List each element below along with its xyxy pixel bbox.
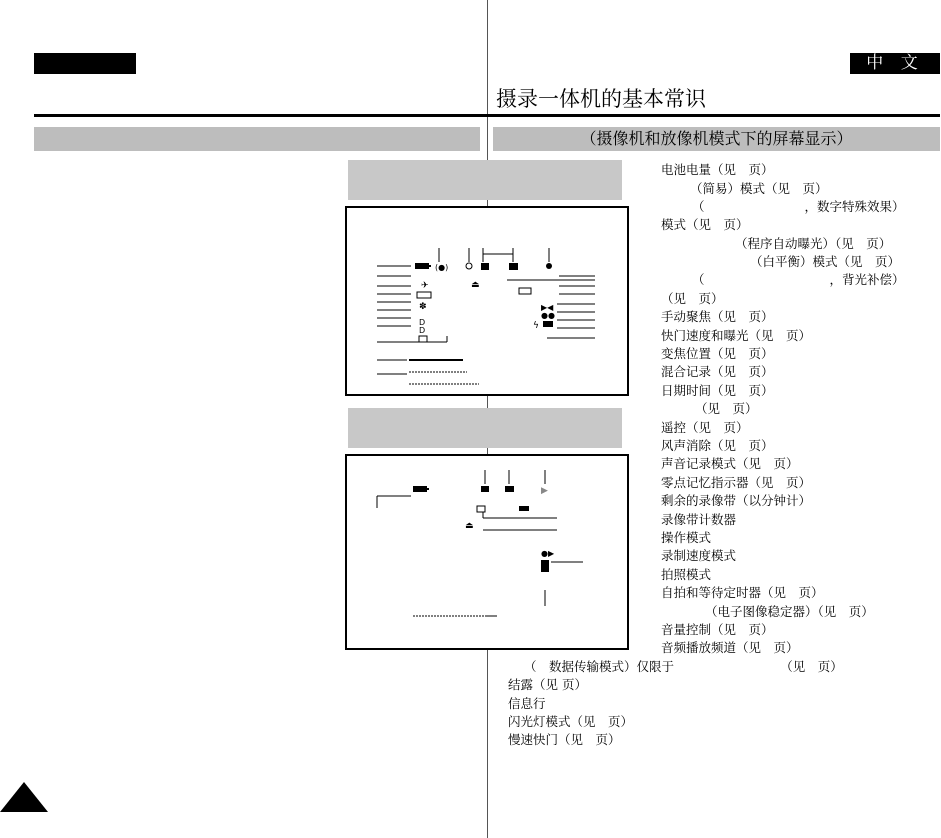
legend-item: 快门速度和曝光（见 页） — [661, 328, 812, 343]
svg-text:✈: ✈ — [421, 281, 429, 291]
legend-item: 手动聚焦（见 页） — [661, 309, 774, 324]
legend-item: 音频播放频道（见 页） — [661, 640, 799, 655]
legend-item: 风声消除（见 页） — [661, 438, 774, 453]
battery-icon — [415, 263, 429, 269]
header-black-bar — [34, 53, 136, 74]
svg-text:D: D — [419, 318, 426, 327]
svg-text:▶: ▶ — [541, 486, 548, 496]
record-dot-icon — [546, 263, 552, 269]
legend-item: 闪光灯模式（见 页） — [508, 714, 634, 729]
camera-mode-screen — [345, 206, 629, 396]
legend-item: 日期时间（见 页） — [661, 383, 774, 398]
svg-text:⏏: ⏏ — [471, 280, 480, 290]
legend-item: 拍照模式 — [661, 567, 712, 582]
legend-item: （见 页） — [695, 401, 758, 416]
legend-item: 电池电量（见 页） — [661, 162, 774, 177]
legend-item: 音量控制（见 页） — [661, 622, 774, 637]
legend-item: 零点记忆指示器（见 页） — [661, 475, 812, 490]
svg-text:●●: ●● — [541, 311, 555, 320]
legend-item: 模式（见 页） — [661, 217, 749, 232]
legend-item: 变焦位置（见 页） — [661, 346, 774, 361]
legend-item: 自拍和等待定时器（见 页） — [661, 585, 824, 600]
legend-item: 声音记录模式（见 页） — [661, 456, 799, 471]
camera-mode-label-bar — [348, 160, 622, 200]
left-section-bar — [34, 127, 480, 151]
legend-item: 混合记录（见 页） — [661, 364, 774, 379]
player-mode-label-bar — [348, 408, 622, 448]
legend-item: 录像带计数器 — [661, 512, 737, 527]
self-timer-icon — [466, 263, 472, 269]
legend-item: （简易）模式（见 页） — [690, 181, 828, 196]
page-corner-triangle — [0, 782, 48, 812]
wind-cut-icon — [509, 263, 518, 270]
legend-item: （ ，数字特殊效果） — [692, 199, 905, 214]
svg-text:✽: ✽ — [419, 302, 427, 312]
svg-text:D: D — [419, 326, 426, 335]
svg-text:●▶: ●▶ — [541, 549, 555, 558]
legend-item: 遥控（见 页） — [661, 420, 749, 435]
legend-item: （白平衡）模式（见 页） — [750, 254, 901, 269]
language-badge: 中 文 — [850, 53, 940, 74]
camera-mode-osd-diagram — [347, 208, 627, 394]
legend-item: （ 数据传输模式）仅限于 （见 页） — [524, 659, 843, 674]
page-title: 摄录一体机的基本常识 — [496, 87, 706, 111]
legend-item: 信息行 — [508, 696, 546, 711]
battery-tip-icon — [429, 265, 431, 267]
section-title: （摄像机和放像机模式下的屏幕显示） — [493, 127, 940, 151]
svg-text:ϟ: ϟ — [533, 321, 539, 331]
legend-item: （电子图像稳定器）（见 页） — [705, 604, 874, 619]
legend-item: 录制速度模式 — [661, 548, 737, 563]
dis-icon: (●) — [435, 263, 449, 272]
svg-text:▶◀: ▶◀ — [541, 303, 554, 312]
legend-item: 操作模式 — [661, 530, 712, 545]
legend-item: 结露（见 页） — [508, 677, 587, 692]
legend-item: （程序自动曝光）（见 页） — [735, 236, 892, 251]
legend-item: （ ，背光补偿） — [692, 272, 905, 287]
legend-item: （见 页） — [661, 291, 724, 306]
svg-text:⏏: ⏏ — [465, 521, 474, 531]
player-mode-screen — [345, 454, 629, 650]
remote-icon — [481, 263, 489, 270]
title-rule — [34, 114, 940, 117]
legend-item: 慢速快门（见 页） — [508, 732, 621, 747]
legend-item: 剩余的录像带（以分钟计） — [661, 493, 812, 508]
player-mode-osd-diagram — [347, 456, 627, 648]
